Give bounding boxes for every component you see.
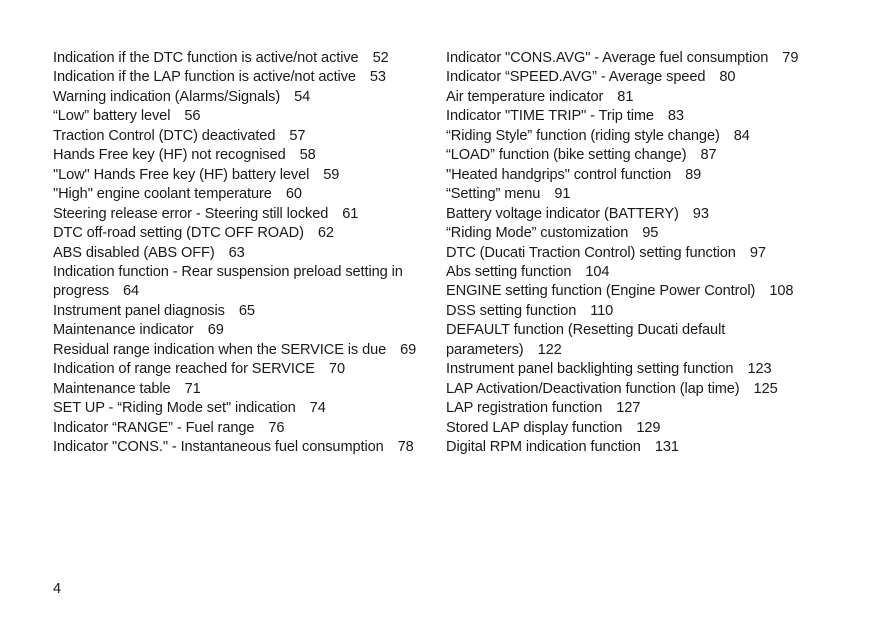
- toc-entry-title: "Low" Hands Free key (HF) battery level: [53, 166, 310, 183]
- toc-entry-title: Residual range indication when the SERVICE is due: [53, 341, 387, 358]
- toc-entry-title: Air temperature indicator: [446, 88, 604, 105]
- toc-entry[interactable]: [446, 282, 806, 301]
- toc-entry-title: Indicator "CONS.AVG" - Average fuel consumption: [446, 50, 769, 66]
- toc-entry[interactable]: [53, 438, 438, 457]
- toc-entry-page: 122: [537, 341, 562, 358]
- toc-entry-page: 110: [590, 302, 614, 319]
- toc-entry-page: 123: [747, 361, 772, 378]
- toc-entry-title: Maintenance indicator: [53, 322, 194, 339]
- toc-entry-page: 54: [294, 88, 311, 105]
- page-number: 4: [53, 581, 62, 597]
- toc-entry-title: Traction Control (DTC) deactivated: [53, 127, 276, 144]
- toc-entry[interactable]: [53, 224, 438, 243]
- toc-entry-page: 91: [554, 186, 571, 203]
- toc-entry[interactable]: [446, 244, 806, 263]
- toc-entry-page: 108: [769, 283, 794, 300]
- toc-entry-page: 95: [642, 225, 659, 242]
- toc-entry-title: Abs setting function: [446, 263, 572, 280]
- toc-entry-title: LAP registration function: [446, 400, 603, 417]
- toc-entry-page: 59: [323, 166, 340, 183]
- toc-entry-title: Stored LAP display function: [446, 419, 623, 436]
- toc-entry-title: Steering release error - Steering still locked: [53, 205, 329, 222]
- toc-entry-page: 81: [617, 88, 634, 105]
- toc-entry-page: 83: [667, 108, 684, 125]
- toc-entry-page: 60: [285, 186, 302, 203]
- toc-entry-page: 52: [372, 50, 389, 66]
- toc-right-column: [446, 49, 806, 458]
- toc-entry-title: LAP Activation/Deactivation function (lap time): [446, 380, 740, 397]
- toc-entry[interactable]: [53, 146, 438, 165]
- toc-entry-title: DTC (Ducati Traction Control) setting function: [446, 244, 736, 261]
- toc-entry-page: 79: [782, 50, 799, 66]
- toc-entry-title: Indicator "CONS." - Instantaneous fuel consumption: [53, 439, 384, 456]
- toc-entry-page: 63: [228, 244, 245, 261]
- toc-entry[interactable]: [53, 127, 438, 146]
- toc-entry[interactable]: [53, 419, 438, 438]
- toc-entry[interactable]: [446, 360, 806, 379]
- toc-entry-title: Hands Free key (HF) not recognised: [53, 147, 286, 164]
- toc-entry[interactable]: [53, 244, 438, 263]
- toc-entry-title: “Riding Mode” customization: [446, 225, 629, 242]
- toc-entry-page: 61: [342, 205, 359, 222]
- toc-entry[interactable]: [446, 107, 806, 126]
- toc-entry[interactable]: [446, 146, 806, 165]
- toc-entry-title: Warning indication (Alarms/Signals): [53, 88, 281, 105]
- toc-entry-page: 104: [585, 263, 610, 280]
- toc-entry-title: ABS disabled (ABS OFF): [53, 244, 215, 261]
- toc-entry-page: 62: [317, 225, 334, 242]
- toc-entry[interactable]: [446, 166, 806, 185]
- toc-entry-title: "High" engine coolant temperature: [53, 186, 272, 203]
- toc-entry[interactable]: [446, 88, 806, 107]
- toc-entry[interactable]: [53, 321, 438, 340]
- toc-entry-page: 129: [636, 419, 661, 436]
- toc-entry[interactable]: [446, 185, 806, 204]
- toc-entry-title: Indicator "TIME TRIP" - Trip time: [446, 108, 654, 125]
- toc-entry-page: 97: [749, 244, 766, 261]
- toc-entry-title: Battery voltage indicator (BATTERY): [446, 205, 679, 222]
- toc-entry[interactable]: [53, 399, 438, 418]
- toc-entry[interactable]: [53, 166, 438, 185]
- toc-entry[interactable]: [446, 263, 806, 282]
- toc-entry[interactable]: [446, 205, 806, 224]
- toc-entry[interactable]: [53, 185, 438, 204]
- toc-entry-page: 80: [719, 69, 736, 86]
- toc-entry-title: Indicator “SPEED.AVG” - Average speed: [446, 69, 706, 86]
- toc-entry-title: “Low” battery level: [53, 108, 171, 125]
- toc-entry-page: 78: [397, 439, 414, 456]
- toc-entry-page: 69: [400, 341, 417, 358]
- toc-entry-title: SET UP - “Riding Mode set" indication: [53, 400, 296, 417]
- toc-entry-page: 53: [369, 69, 386, 86]
- toc-entry-page: 93: [692, 205, 709, 222]
- toc-left-column: [53, 49, 438, 458]
- toc-entry-title: “LOAD” function (bike setting change): [446, 147, 687, 164]
- toc-entry-page: 56: [184, 108, 201, 125]
- toc-entry-title: DTC off-road setting (DTC OFF ROAD): [53, 225, 304, 242]
- toc-entry[interactable]: [446, 399, 806, 418]
- toc-entry[interactable]: [53, 263, 438, 302]
- toc-entry-page: 76: [268, 419, 285, 436]
- toc-entry-title: ENGINE setting function (Engine Power Control): [446, 283, 756, 300]
- toc-entry[interactable]: [53, 88, 438, 107]
- toc-entry-page: 57: [289, 127, 306, 144]
- toc-entry-title: "Heated handgrips" control function: [446, 166, 672, 183]
- toc-entry-title: Instrument panel backlighting setting function: [446, 361, 734, 378]
- toc-entry[interactable]: [446, 302, 806, 321]
- toc-entry-title: “Riding Style” function (riding style change): [446, 127, 720, 144]
- toc-entry[interactable]: [53, 302, 438, 321]
- toc-entry-page: 131: [654, 439, 679, 456]
- toc-entry[interactable]: [446, 49, 806, 68]
- toc-entry-page: 74: [309, 400, 326, 417]
- toc-entry-title: Indication if the DTC function is active/not active: [53, 50, 359, 66]
- toc-entry-page: 69: [207, 322, 224, 339]
- toc-entry-page: 87: [700, 147, 717, 164]
- toc-entry-page: 125: [753, 380, 778, 397]
- toc-entry[interactable]: [53, 68, 438, 87]
- toc-entry-title: Indication function - Rear suspension preload setting in progress: [53, 263, 403, 300]
- toc-entry-title: Indication if the LAP function is active/not active: [53, 69, 356, 86]
- toc-entry-page: 71: [184, 380, 201, 397]
- toc-entry-title: Digital RPM indication function: [446, 439, 641, 456]
- toc-entry[interactable]: [446, 321, 806, 360]
- toc-entry-page: 65: [238, 302, 255, 319]
- toc-entry[interactable]: [53, 49, 438, 68]
- toc-entry-title: DEFAULT function (Resetting Ducati default parameters): [446, 322, 726, 358]
- toc-entry-title: “Setting” menu: [446, 186, 541, 203]
- toc-entry-page: 89: [685, 166, 702, 183]
- toc-entry-page: 70: [328, 361, 345, 378]
- toc-entry-title: Indication of range reached for SERVICE: [53, 361, 315, 378]
- toc-entry-page: 127: [616, 400, 641, 417]
- toc-entry[interactable]: [446, 68, 806, 87]
- toc-entry[interactable]: [446, 224, 806, 243]
- toc-entry-title: DSS setting function: [446, 302, 577, 319]
- toc-entry[interactable]: [446, 419, 806, 438]
- toc-entry[interactable]: [53, 380, 438, 399]
- toc-entry-page: 84: [733, 127, 750, 144]
- toc-entry[interactable]: [53, 107, 438, 126]
- toc-entry[interactable]: [53, 360, 438, 379]
- toc-entry[interactable]: [446, 380, 806, 399]
- toc-entry-title: Maintenance table: [53, 380, 171, 397]
- toc-entry-title: Indicator “RANGE” - Fuel range: [53, 419, 255, 436]
- toc-entry[interactable]: [53, 205, 438, 224]
- toc-entry-page: 58: [299, 147, 316, 164]
- toc-entry[interactable]: [446, 438, 806, 457]
- toc-entry[interactable]: [446, 127, 806, 146]
- toc-entry-page: 64: [122, 283, 140, 300]
- toc-entry-title: Instrument panel diagnosis: [53, 302, 225, 319]
- toc-entry[interactable]: [53, 341, 438, 360]
